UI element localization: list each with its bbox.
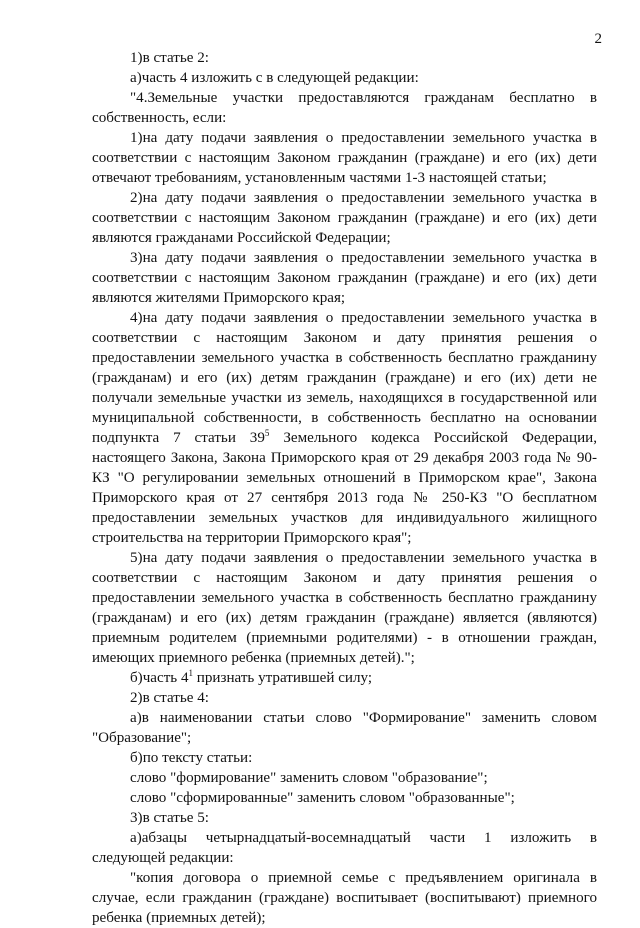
paragraph-12: б)по тексту статьи: <box>130 750 253 766</box>
paragraph-14: слово "сформированные" заменить словом "образованные"; <box>130 790 515 806</box>
paragraph-7 <box>92 308 597 548</box>
paragraph-5: 2)на дату подачи заявления о предоставлении земельного участка в соответствии с настоящим Законом гражданин (граждане) и его (их) дети являются гражданами Российской Федерации; <box>92 190 597 246</box>
paragraph-17: "копия договора о приемной семье с предъявлением оригинала в случае, если гражданин (граждане) воспитывает (воспитывают) приемного ребенка (приемных детей); <box>92 870 597 926</box>
document-body <box>92 48 597 928</box>
paragraph-7-text-a: 4)на дату подачи заявления о предоставлении земельного участка в соответствии с настоящим Законом и дату принятия решения о предоставлении земельного участка в собственность бесплатно гражданину (гражданам) и его (их) детям гражданин (граждане) и его (их) дети не получали земельные участки из земель, находящихся в государственной или муниципальной собственности, в собственность бесплатно на основании подпункта 7 статьи 39 <box>92 310 597 446</box>
paragraph-7-text-b: Земельного кодекса Российской Федерации, настоящего Закона, Закона Приморского края от 29 декабря 2003 года № 90-КЗ "О регулировании земельных отношений в Приморском крае", Закона Приморского края от 27 сентября 2013 года № 250-КЗ "О бесплатном предоставлении земельных участков для индивидуального жилищного строительства на территории Приморского края"; <box>92 430 597 546</box>
superscript-1: 1 <box>188 668 193 678</box>
paragraph-9 <box>92 668 597 688</box>
paragraph-15: 3)в статье 5: <box>130 810 209 826</box>
paragraph-4: 1)на дату подачи заявления о предоставлении земельного участка в соответствии с настоящим Законом гражданин (граждане) и его (их) дети отвечают требованиям, установленным частями 1-3 настоящей статьи; <box>92 130 597 186</box>
paragraph-6: 3)на дату подачи заявления о предоставлении земельного участка в соответствии с настоящим Законом гражданин (граждане) и его (их) дети являются жителями Приморского края; <box>92 250 597 306</box>
paragraph-1: 1)в статье 2: <box>130 50 209 66</box>
paragraph-10: 2)в статье 4: <box>130 690 209 706</box>
paragraph-9-text-a: б)часть 4 <box>130 670 189 686</box>
paragraph-9-text-b: признать утратившей силу; <box>193 670 373 686</box>
paragraph-3: "4.Земельные участки предоставляются гражданам бесплатно в собственность, если: <box>92 90 597 126</box>
paragraph-13: слово "формирование" заменить словом "образование"; <box>130 770 488 786</box>
superscript-5: 5 <box>264 428 270 438</box>
paragraph-2: а)часть 4 изложить с в следующей редакции: <box>130 70 419 86</box>
page-number: 2 <box>594 31 602 47</box>
paragraph-11: а)в наименовании статьи слово "Формирование" заменить словом "Образование"; <box>92 710 597 746</box>
paragraph-16: а)абзацы четырнадцатый-восемнадцатый части 1 изложить в следующей редакции: <box>92 830 597 866</box>
paragraph-8: 5)на дату подачи заявления о предоставлении земельного участка в соответствии с настоящим Законом и дату принятия решения о предоставлении земельного участка в собственность бесплатно гражданину (гражданам) и его (их) детям гражданин (граждане) является (являются) приемным родителем (приемными родителями) - в отношении граждан, имеющих приемного ребенка (приемных детей)."; <box>92 550 597 666</box>
